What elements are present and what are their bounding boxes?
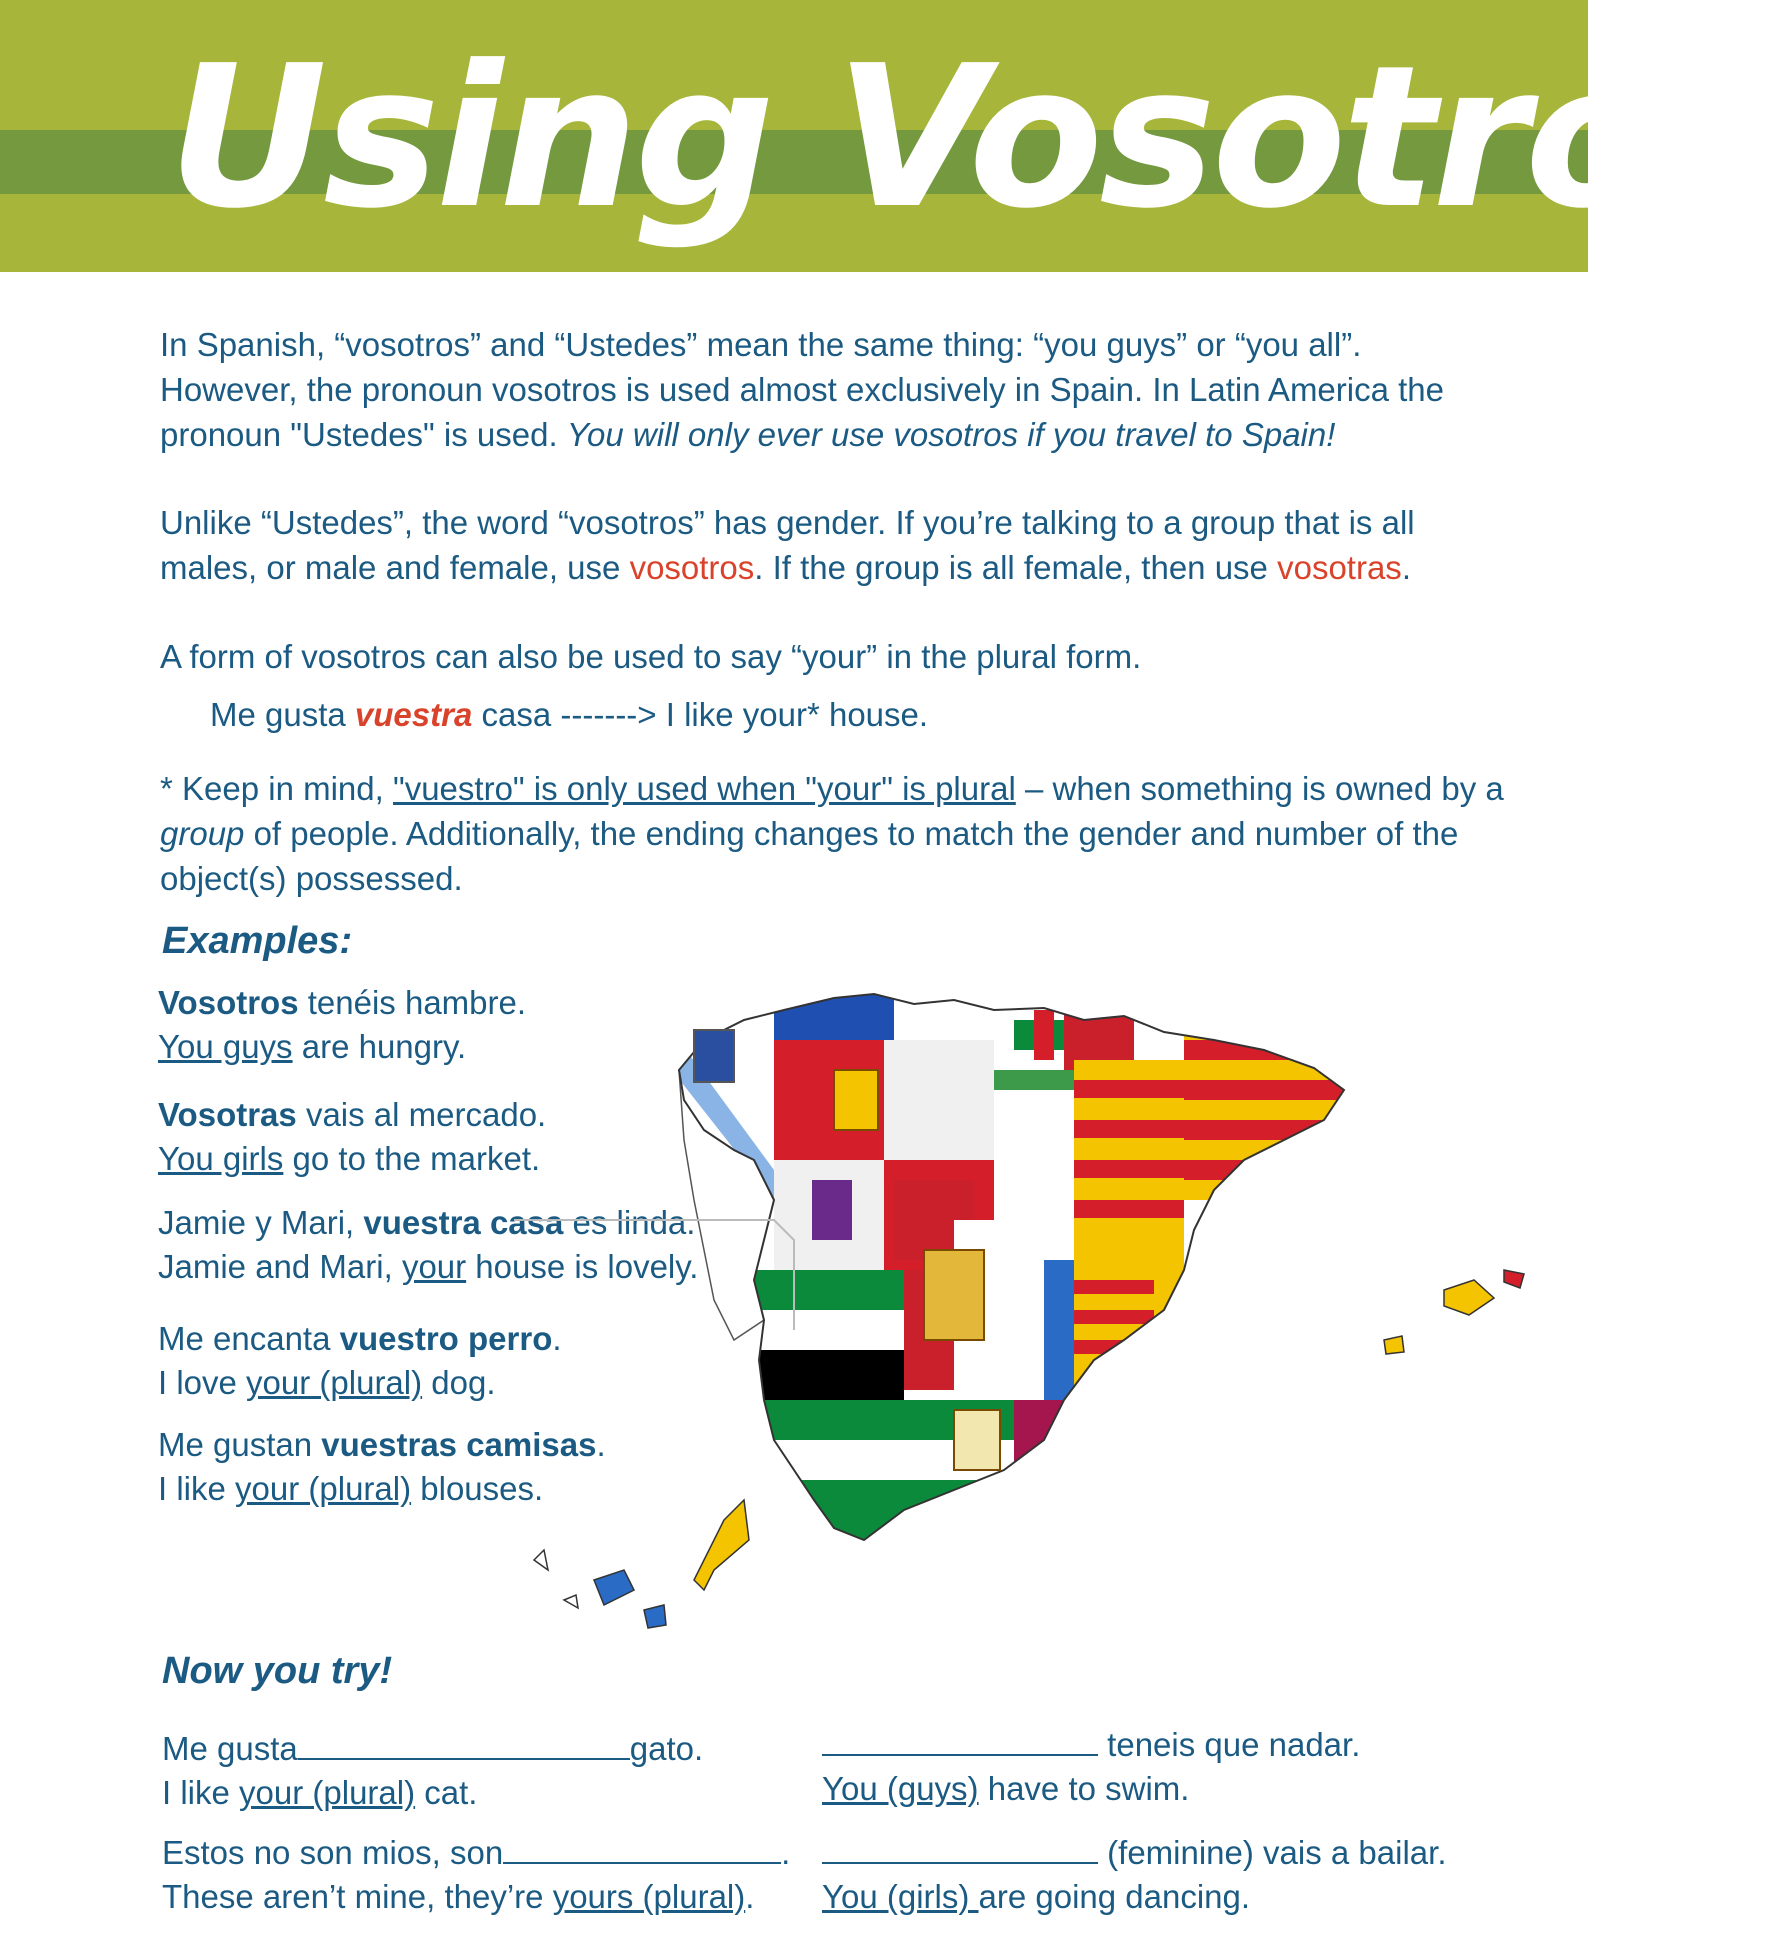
examples-heading: Examples: xyxy=(162,920,353,962)
word-vuestra: vuestra xyxy=(354,696,473,733)
practice-heading: Now you try! xyxy=(162,1650,393,1692)
page-title: Using Vosotros xyxy=(168,24,1768,252)
practice-question-1: Me gusta gato. xyxy=(162,1730,704,1767)
example-spanish: Vosotras vais al mercado. xyxy=(158,1096,547,1133)
answer-blank-2[interactable] xyxy=(503,1832,781,1864)
practice-translation-3: You (guys) have to swim. xyxy=(822,1770,1190,1807)
answer-blank-4[interactable] xyxy=(822,1832,1098,1864)
possessive-example: Me gusta vuestra casa -------> I like your* house. xyxy=(210,696,929,733)
note-underlined: "vuestro" is only used when "your" is plural xyxy=(392,770,1016,807)
practice-translation-2: These aren’t mine, they’re yours (plural). xyxy=(162,1878,755,1915)
title-banner xyxy=(0,0,1768,272)
intro-paragraph-3: A form of vosotros can also be used to say “your” in the plural form. xyxy=(160,638,1142,675)
example-english: Jamie and Mari, your house is lovely. xyxy=(158,1248,699,1285)
word-vosotras: vosotras xyxy=(1277,549,1402,586)
example-english: You girls go to the market. xyxy=(158,1140,541,1177)
example-spanish: Vosotros tenéis hambre. xyxy=(158,984,527,1021)
practice-translation-4: You (girls) are going dancing. xyxy=(822,1878,1251,1915)
example-english: I like your (plural) blouses. xyxy=(158,1470,544,1507)
practice-question-4: (feminine) vais a bailar. xyxy=(822,1830,1446,1875)
note-paragraph: * Keep in mind, "vuestro" is only used when "your" is plural – when something is owned by a group of people. Additionally, the ending changes to match the gender and number of the object(s) possessed. xyxy=(160,770,1504,897)
example-english: I love your (plural) dog. xyxy=(158,1364,496,1401)
practice-question-2: Estos no son mios, son . xyxy=(162,1834,791,1871)
note-group: group xyxy=(160,815,245,852)
practice-translation-1: I like your (plural) cat. xyxy=(162,1774,478,1811)
answer-blank-3[interactable] xyxy=(822,1724,1098,1756)
example-spanish: Me encanta vuestro perro. xyxy=(158,1320,562,1357)
practice-question-3: teneis que nadar. xyxy=(822,1722,1360,1767)
intro-emphasis: You will only ever use vosotros if you travel to Spain! xyxy=(566,416,1336,453)
spain-flag-map-icon xyxy=(624,980,1554,1650)
intro-paragraph-1: In Spanish, “vosotros” and “Ustedes” mean the same thing: “you guys” or “you all”. However, the pronoun vosotros is used almost exclusively in Spain. In Latin America the pronoun "Ustedes" is used. You will only ever use vosotros if you travel to Spain! xyxy=(160,326,1445,453)
intro-paragraph-2: Unlike “Ustedes”, the word “vosotros” has gender. If you’re talking to a group that is all males, or male and female, use vosotros. If the group is all female, then use vosotras. xyxy=(160,504,1415,586)
example-spanish: Jamie y Mari, vuestra casa es linda. xyxy=(158,1204,696,1241)
word-vosotros: vosotros xyxy=(629,549,755,586)
answer-blank-1[interactable] xyxy=(298,1728,630,1760)
example-english: You guys are hungry. xyxy=(158,1028,467,1065)
example-spanish: Me gustan vuestras camisas. xyxy=(158,1426,606,1463)
